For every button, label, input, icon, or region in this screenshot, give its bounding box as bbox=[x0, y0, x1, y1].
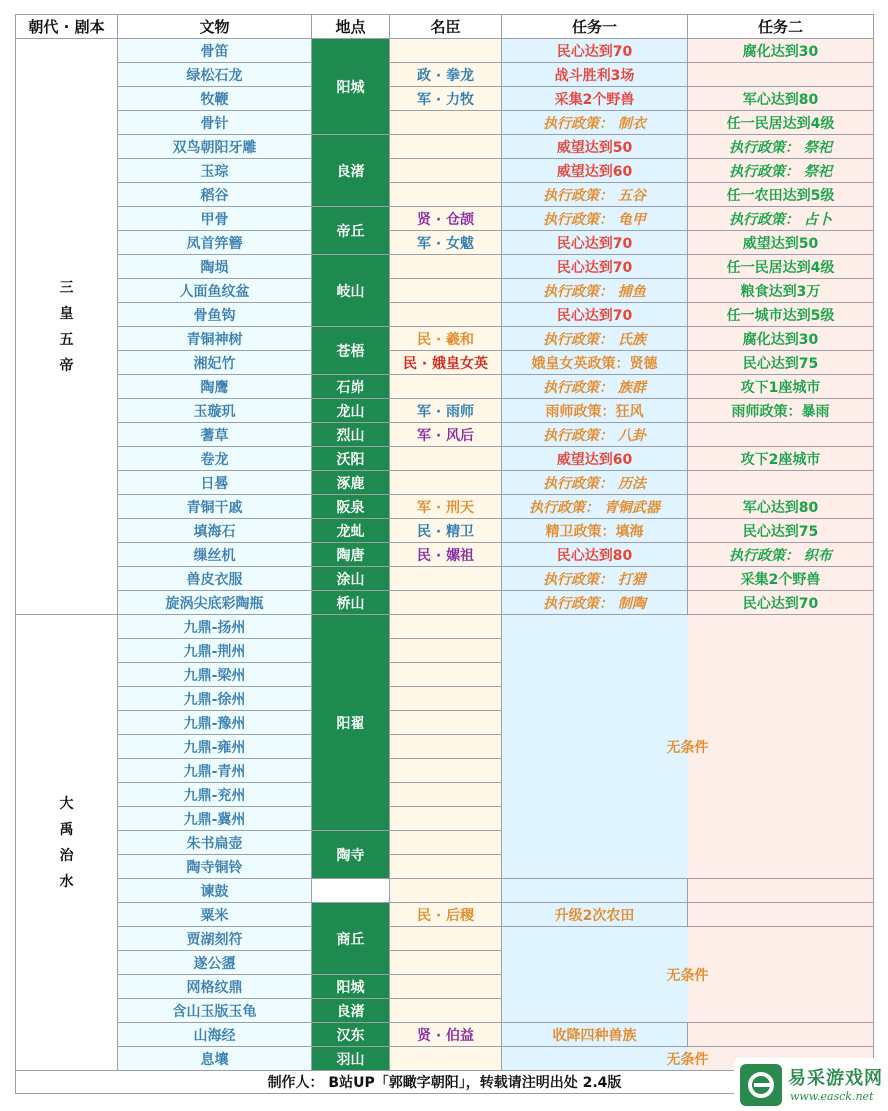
task-2: 执行政策： 祭祀 bbox=[688, 135, 874, 159]
task-2 bbox=[688, 1023, 874, 1047]
place-name: 桥山 bbox=[312, 591, 390, 615]
minister-name: 军 · 女魃 bbox=[390, 231, 502, 255]
place-name: 苍梧 bbox=[312, 327, 390, 375]
table-row bbox=[16, 399, 874, 423]
place-name: 龙山 bbox=[312, 399, 390, 423]
minister-name bbox=[390, 951, 502, 975]
task-2: 军心达到80 bbox=[688, 87, 874, 111]
minister-name: 军 · 风后 bbox=[390, 423, 502, 447]
task-2: 任一农田达到5级 bbox=[688, 183, 874, 207]
task-2: 任一城市达到5级 bbox=[688, 303, 874, 327]
minister-name bbox=[390, 879, 502, 903]
table-row bbox=[16, 1023, 874, 1047]
place-name: 沃阳 bbox=[312, 447, 390, 471]
task-2: 民心达到70 bbox=[688, 591, 874, 615]
table-row bbox=[16, 615, 874, 639]
task-1: 执行政策： 制衣 bbox=[502, 111, 688, 135]
minister-name bbox=[390, 183, 502, 207]
minister-name bbox=[390, 831, 502, 855]
place-name: 阪泉 bbox=[312, 495, 390, 519]
no-condition-cell: 无条件 bbox=[502, 615, 874, 879]
task-1: 执行政策： 族群 bbox=[502, 375, 688, 399]
place-name: 陶寺 bbox=[312, 831, 390, 879]
artifact-name: 骨笛 bbox=[118, 39, 312, 63]
minister-name bbox=[390, 255, 502, 279]
task-2: 雨师政策：暴雨 bbox=[688, 399, 874, 423]
minister-name bbox=[390, 807, 502, 831]
task-1 bbox=[502, 879, 688, 903]
place-name: 阳城 bbox=[312, 39, 390, 135]
minister-name bbox=[390, 471, 502, 495]
task-1: 威望达到60 bbox=[502, 447, 688, 471]
artifact-name: 双鸟朝阳牙雕 bbox=[118, 135, 312, 159]
artifact-name: 凤首笄簪 bbox=[118, 231, 312, 255]
minister-name: 民 · 精卫 bbox=[390, 519, 502, 543]
minister-name bbox=[390, 39, 502, 63]
task-2: 任一民居达到4级 bbox=[688, 255, 874, 279]
artifact-name: 骨鱼钩 bbox=[118, 303, 312, 327]
artifact-name: 人面鱼纹盆 bbox=[118, 279, 312, 303]
minister-name: 军 · 刑天 bbox=[390, 495, 502, 519]
minister-name bbox=[390, 663, 502, 687]
artifact-name: 牧鞭 bbox=[118, 87, 312, 111]
place-name: 阳翟 bbox=[312, 615, 390, 831]
place-name: 良渚 bbox=[312, 135, 390, 207]
task-1: 威望达到50 bbox=[502, 135, 688, 159]
header-row bbox=[16, 15, 874, 39]
table-row bbox=[16, 183, 874, 207]
table-row bbox=[16, 351, 874, 375]
site-logo-icon bbox=[740, 1064, 782, 1106]
minister-name bbox=[390, 927, 502, 951]
task-1: 精卫政策：填海 bbox=[502, 519, 688, 543]
task-1: 民心达到70 bbox=[502, 303, 688, 327]
table-row bbox=[16, 303, 874, 327]
task-2 bbox=[688, 903, 874, 927]
minister-name bbox=[390, 783, 502, 807]
artifact-name: 粟米 bbox=[118, 903, 312, 927]
minister-name bbox=[390, 711, 502, 735]
table-row bbox=[16, 255, 874, 279]
minister-name bbox=[390, 159, 502, 183]
artifact-name: 甲骨 bbox=[118, 207, 312, 231]
table-row bbox=[16, 879, 874, 903]
table-row bbox=[16, 207, 874, 231]
header-task-1: 任务一 bbox=[502, 15, 688, 39]
place-name bbox=[312, 879, 390, 903]
task-2: 民心达到75 bbox=[688, 519, 874, 543]
task-2: 攻下1座城市 bbox=[688, 375, 874, 399]
task-2 bbox=[688, 471, 874, 495]
place-name: 羽山 bbox=[312, 1047, 390, 1071]
minister-name bbox=[390, 639, 502, 663]
minister-name bbox=[390, 447, 502, 471]
task-2: 任一民居达到4级 bbox=[688, 111, 874, 135]
artifact-name: 骨针 bbox=[118, 111, 312, 135]
task-1: 民心达到70 bbox=[502, 39, 688, 63]
place-name: 良渚 bbox=[312, 999, 390, 1023]
artifact-table bbox=[15, 14, 874, 1094]
artifact-name: 息壤 bbox=[118, 1047, 312, 1071]
artifact-name: 青铜干戚 bbox=[118, 495, 312, 519]
artifact-name: 卷龙 bbox=[118, 447, 312, 471]
header-era: 朝代 · 剧本 bbox=[16, 15, 118, 39]
artifact-name: 绿松石龙 bbox=[118, 63, 312, 87]
table-row bbox=[16, 39, 874, 63]
artifact-name: 九鼎-冀州 bbox=[118, 807, 312, 831]
table-row bbox=[16, 471, 874, 495]
task-2: 攻下2座城市 bbox=[688, 447, 874, 471]
table-row bbox=[16, 63, 874, 87]
task-1: 执行政策： 青铜武器 bbox=[502, 495, 688, 519]
table-row bbox=[16, 495, 874, 519]
table-row bbox=[16, 591, 874, 615]
watermark-url: www.easck.net bbox=[790, 1090, 874, 1103]
task-1: 战斗胜利3场 bbox=[502, 63, 688, 87]
task-2 bbox=[688, 423, 874, 447]
artifact-name: 兽皮衣服 bbox=[118, 567, 312, 591]
task-1: 执行政策： 五谷 bbox=[502, 183, 688, 207]
task-2 bbox=[688, 63, 874, 87]
artifact-name: 日晷 bbox=[118, 471, 312, 495]
task-1: 升级2次农田 bbox=[502, 903, 688, 927]
place-name: 汉东 bbox=[312, 1023, 390, 1047]
task-1: 执行政策： 打猎 bbox=[502, 567, 688, 591]
table-row bbox=[16, 447, 874, 471]
task-1: 娥皇女英政策：贤德 bbox=[502, 351, 688, 375]
place-name: 帝丘 bbox=[312, 207, 390, 255]
task-2 bbox=[688, 879, 874, 903]
artifact-name: 谏鼓 bbox=[118, 879, 312, 903]
table-row bbox=[16, 87, 874, 111]
task-2: 腐化达到30 bbox=[688, 39, 874, 63]
table-row bbox=[16, 903, 874, 927]
minister-name: 民 · 后稷 bbox=[390, 903, 502, 927]
artifact-name: 青铜神树 bbox=[118, 327, 312, 351]
minister-name: 贤 · 伯益 bbox=[390, 1023, 502, 1047]
minister-name bbox=[390, 855, 502, 879]
minister-name bbox=[390, 615, 502, 639]
minister-name: 民 · 羲和 bbox=[390, 327, 502, 351]
task-2: 执行政策： 祭祀 bbox=[688, 159, 874, 183]
artifact-name: 九鼎-雍州 bbox=[118, 735, 312, 759]
watermark-title: 易采游戏网 bbox=[788, 1068, 883, 1089]
place-name: 涿鹿 bbox=[312, 471, 390, 495]
task-2: 采集2个野兽 bbox=[688, 567, 874, 591]
task-1: 民心达到70 bbox=[502, 231, 688, 255]
artifact-name: 九鼎-豫州 bbox=[118, 711, 312, 735]
artifact-name: 九鼎-扬州 bbox=[118, 615, 312, 639]
artifact-name: 陶鹰 bbox=[118, 375, 312, 399]
task-2: 执行政策： 织布 bbox=[688, 543, 874, 567]
header-task-2: 任务二 bbox=[688, 15, 874, 39]
artifact-name: 填海石 bbox=[118, 519, 312, 543]
task-1: 执行政策： 八卦 bbox=[502, 423, 688, 447]
header-minister: 名臣 bbox=[390, 15, 502, 39]
minister-name bbox=[390, 735, 502, 759]
artifact-name: 含山玉版玉龟 bbox=[118, 999, 312, 1023]
table-row bbox=[16, 519, 874, 543]
minister-name bbox=[390, 567, 502, 591]
artifact-name: 蓍草 bbox=[118, 423, 312, 447]
minister-name: 政 · 拳龙 bbox=[390, 63, 502, 87]
artifact-name: 旋涡尖底彩陶瓶 bbox=[118, 591, 312, 615]
task-1: 执行政策： 龟甲 bbox=[502, 207, 688, 231]
task-1: 执行政策： 捕鱼 bbox=[502, 279, 688, 303]
minister-name bbox=[390, 687, 502, 711]
table-row bbox=[16, 135, 874, 159]
task-1: 收降四种兽族 bbox=[502, 1023, 688, 1047]
watermark bbox=[734, 1058, 888, 1111]
place-name: 烈山 bbox=[312, 423, 390, 447]
artifact-name: 稻谷 bbox=[118, 183, 312, 207]
minister-name: 贤 · 仓颉 bbox=[390, 207, 502, 231]
minister-name: 军 · 力牧 bbox=[390, 87, 502, 111]
task-1: 雨师政策：狂风 bbox=[502, 399, 688, 423]
table-row bbox=[16, 159, 874, 183]
place-name: 阳城 bbox=[312, 975, 390, 999]
artifact-name: 九鼎-兖州 bbox=[118, 783, 312, 807]
minister-name bbox=[390, 375, 502, 399]
minister-name: 民 · 嫘祖 bbox=[390, 543, 502, 567]
minister-name: 军 · 雨师 bbox=[390, 399, 502, 423]
table-row bbox=[16, 327, 874, 351]
table-row bbox=[16, 927, 874, 951]
artifact-name: 遂公盨 bbox=[118, 951, 312, 975]
minister-name bbox=[390, 279, 502, 303]
place-name: 龙虬 bbox=[312, 519, 390, 543]
no-condition-cell: 无条件 bbox=[502, 927, 874, 1023]
era-cell: 大禹治水 bbox=[16, 615, 118, 1071]
task-1: 威望达到60 bbox=[502, 159, 688, 183]
artifact-name: 山海经 bbox=[118, 1023, 312, 1047]
task-1: 执行政策： 氏族 bbox=[502, 327, 688, 351]
table-row bbox=[16, 111, 874, 135]
era-cell: 三皇五帝 bbox=[16, 39, 118, 615]
task-2: 军心达到80 bbox=[688, 495, 874, 519]
artifact-name: 九鼎-青州 bbox=[118, 759, 312, 783]
task-2: 粮食达到3万 bbox=[688, 279, 874, 303]
place-name: 商丘 bbox=[312, 903, 390, 975]
task-2: 执行政策： 占卜 bbox=[688, 207, 874, 231]
task-2: 民心达到75 bbox=[688, 351, 874, 375]
minister-name bbox=[390, 111, 502, 135]
place-name: 岐山 bbox=[312, 255, 390, 327]
place-name: 涂山 bbox=[312, 567, 390, 591]
credit-text: 制作人： B站UP「郭瞰字朝阳」，转载请注明出处 2.4版 bbox=[16, 1071, 874, 1094]
artifact-name: 贾湖刻符 bbox=[118, 927, 312, 951]
header-artifact: 文物 bbox=[118, 15, 312, 39]
table-row bbox=[16, 567, 874, 591]
minister-name bbox=[390, 1047, 502, 1071]
task-1: 民心达到80 bbox=[502, 543, 688, 567]
table-row bbox=[16, 423, 874, 447]
place-name: 石峁 bbox=[312, 375, 390, 399]
table-row bbox=[16, 279, 874, 303]
table-row bbox=[16, 231, 874, 255]
task-1: 采集2个野兽 bbox=[502, 87, 688, 111]
artifact-name: 湘妃竹 bbox=[118, 351, 312, 375]
table-row bbox=[16, 543, 874, 567]
artifact-name: 九鼎-荆州 bbox=[118, 639, 312, 663]
minister-name bbox=[390, 975, 502, 999]
place-name: 陶唐 bbox=[312, 543, 390, 567]
artifact-name: 朱书扁壶 bbox=[118, 831, 312, 855]
task-1: 执行政策： 制陶 bbox=[502, 591, 688, 615]
artifact-name: 缫丝机 bbox=[118, 543, 312, 567]
task-1: 执行政策： 历法 bbox=[502, 471, 688, 495]
artifact-name: 陶埙 bbox=[118, 255, 312, 279]
table-row bbox=[16, 375, 874, 399]
no-condition-cell: 无条件 bbox=[502, 1047, 874, 1071]
task-2: 威望达到50 bbox=[688, 231, 874, 255]
artifact-name: 玉琮 bbox=[118, 159, 312, 183]
minister-name bbox=[390, 591, 502, 615]
artifact-name: 陶寺铜铃 bbox=[118, 855, 312, 879]
header-place: 地点 bbox=[312, 15, 390, 39]
minister-name bbox=[390, 999, 502, 1023]
artifact-name: 网格纹鼎 bbox=[118, 975, 312, 999]
artifact-name: 玉璇玑 bbox=[118, 399, 312, 423]
task-1: 民心达到70 bbox=[502, 255, 688, 279]
task-2: 腐化达到30 bbox=[688, 327, 874, 351]
artifact-name: 九鼎-梁州 bbox=[118, 663, 312, 687]
minister-name: 民 · 娥皇女英 bbox=[390, 351, 502, 375]
minister-name bbox=[390, 135, 502, 159]
artifact-name: 九鼎-徐州 bbox=[118, 687, 312, 711]
minister-name bbox=[390, 303, 502, 327]
minister-name bbox=[390, 759, 502, 783]
